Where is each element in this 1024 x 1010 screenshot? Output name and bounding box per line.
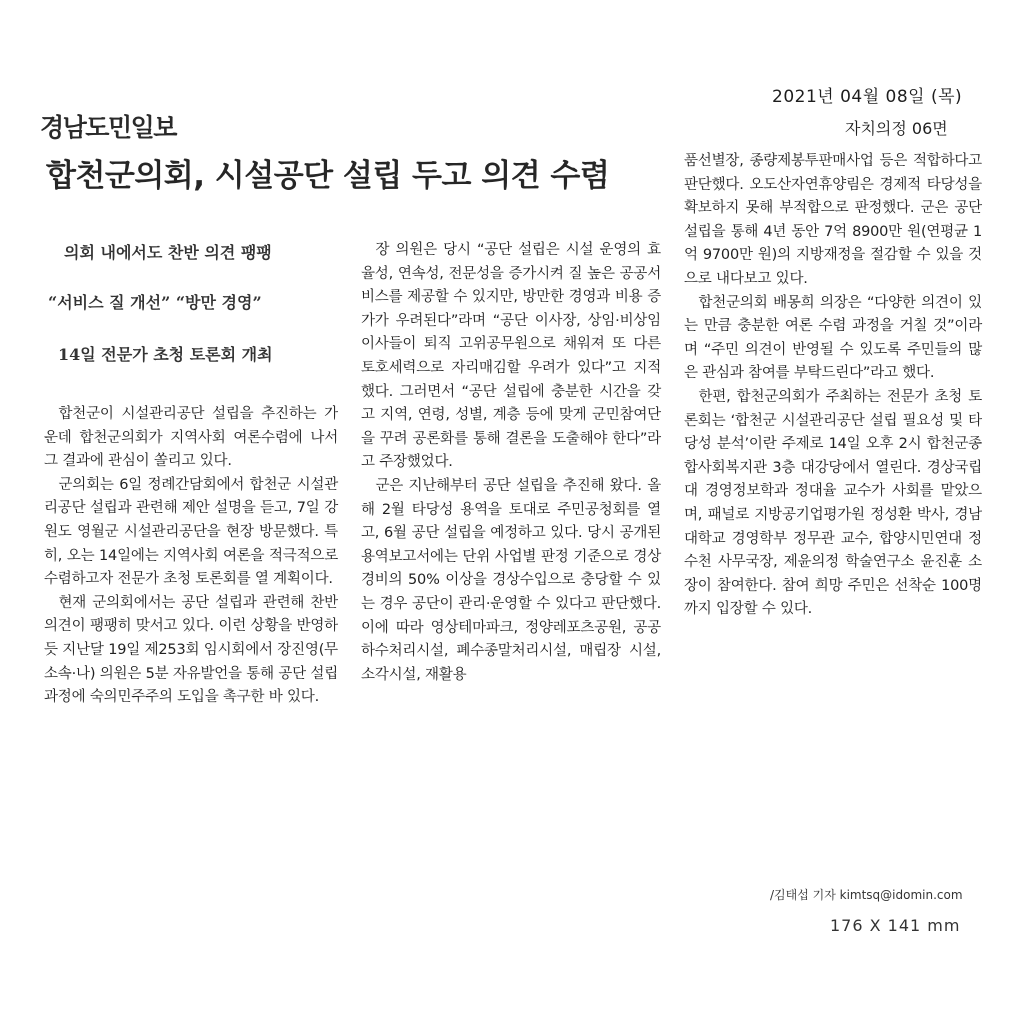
subheadline-3: 14일 전문가 초청 토론회 개최 — [58, 345, 273, 364]
publication-date: 2021년 04월 08일 (목) — [772, 87, 963, 107]
reporter-byline: /김태섭 기자 kimtsq@idomin.com — [770, 888, 963, 902]
paragraph: 합천군이 시설관리공단 설립을 추진하는 가운데 합천군의회가 지역사회 여론수렴에 나서 그 결과에 관심이 쏠리고 있다. — [44, 406, 338, 470]
section-page-label: 자치의정 06면 — [845, 119, 948, 138]
article-column-3 — [684, 150, 982, 622]
paragraph: 군은 지난해부터 공단 설립을 추진해 왔다. 올해 2월 타당성 용역을 토대로 주민공청회를 열고, 6월 공단 설립을 예정하고 있다. 당시 공개된 용역보고서에는 단위 사업별 판정 기준으로 경상경비의 50% 이상을 경상수입으로 충당할 수 있는 경우 공단이 관리·운영할 수 있다고 판단했다. 이에 따라 영상테마파크, 정양레포츠공원, 공공하수처리시설, 폐수종말처리시설, 매립장 시설, 소각시설, 재활용 — [361, 477, 661, 683]
article-column-2 — [361, 239, 661, 687]
paragraph: 군의회는 6일 정례간담회에서 합천군 시설관리공단 설립과 관련해 제안 설명을 듣고, 7일 강원도 영월군 시설관리공단을 현장 방문했다. 특히, 오는 14일에는 지역사회 여론을 적극적으로 수렴하고자 전문가 초청 토론회를 열 계획이다. — [44, 476, 338, 588]
paragraph: 한편, 합천군의회가 주최하는 전문가 초청 토론회는 ‘합천군 시설관리공단 설립 필요성 및 타당성 분석’이란 주제로 14일 오후 2시 합천군종합사회복지관 3층 대강당에서 열린다. 경상국립대 경영정보학과 정대율 교수가 사회를 맡았으며, 패널로 지방공기업평가원 정성환 박사, 경남대학교 경영학부 정무관 교수, 합양시민연대 정수천 사무국장, 제윤의정 학술연구소 윤진훈 소장이 참여한다. 참여 희망 주민은 선착순 100명까지 입장할 수 있다. — [684, 388, 982, 618]
subheadline-2: “서비스 질 개선” “방만 경영” — [48, 293, 262, 312]
paragraph: 품선별장, 종량제봉투판매사업 등은 적합하다고 판단했다. 오도산자연휴양림은 경제적 타당성을 확보하지 못해 부적합으로 판정했다. 군은 공단 설립을 통해 4년 동안 7억 8900만 원(연평균 1억 9700만 원)의 지방재정을 절감할 수 있을 것으로 내다보고 있다. — [684, 153, 982, 287]
subheadline-1: 의회 내에서도 찬반 의견 팽팽 — [64, 243, 272, 262]
newspaper-logo: 경남도민일보 — [40, 113, 176, 142]
paragraph: 합천군의회 배몽희 의장은 “다양한 의견이 있는 만큼 충분한 여론 수렴 과정을 거칠 것”이라며 “주민 의견이 반영될 수 있도록 주민들의 많은 관심과 참여를 부탁드린다”라고 했다. — [684, 294, 982, 382]
paragraph: 장 의원은 당시 “공단 설립은 시설 운영의 효율성, 연속성, 전문성을 증가시켜 질 높은 공공서비스를 제공할 수 있지만, 방만한 경영과 비용 증가가 우려된다”라며 “공단 이사장, 상임·비상임 이사들이 퇴직 고위공무원으로 채워져 또 다른 토호세력으로 자리매김할 우려가 있다”고 지적했다. 그러면서 “공단 설립에 충분한 시간을 갖고 지역, 연령, 성별, 계층 등에 맞게 군민참여단을 꾸려 공론화를 통해 결론을 도출해야 한다”라고 주장했었다. — [361, 242, 661, 471]
clipping-size: 176 X 141 mm — [830, 916, 961, 935]
article-headline: 합천군의회, 시설공단 설립 두고 의견 수렴 — [46, 158, 610, 194]
article-column-1 — [44, 403, 338, 710]
paragraph: 현재 군의회에서는 공단 설립과 관련해 찬반 의견이 팽팽히 맞서고 있다. 이런 상황을 반영하듯 지난달 19일 제253회 임시회에서 장진영(무소속·나) 의원은 5분 자유발언을 통해 공단 설립 과정에 숙의민주주의 도입을 촉구한 바 있다. — [44, 594, 338, 706]
